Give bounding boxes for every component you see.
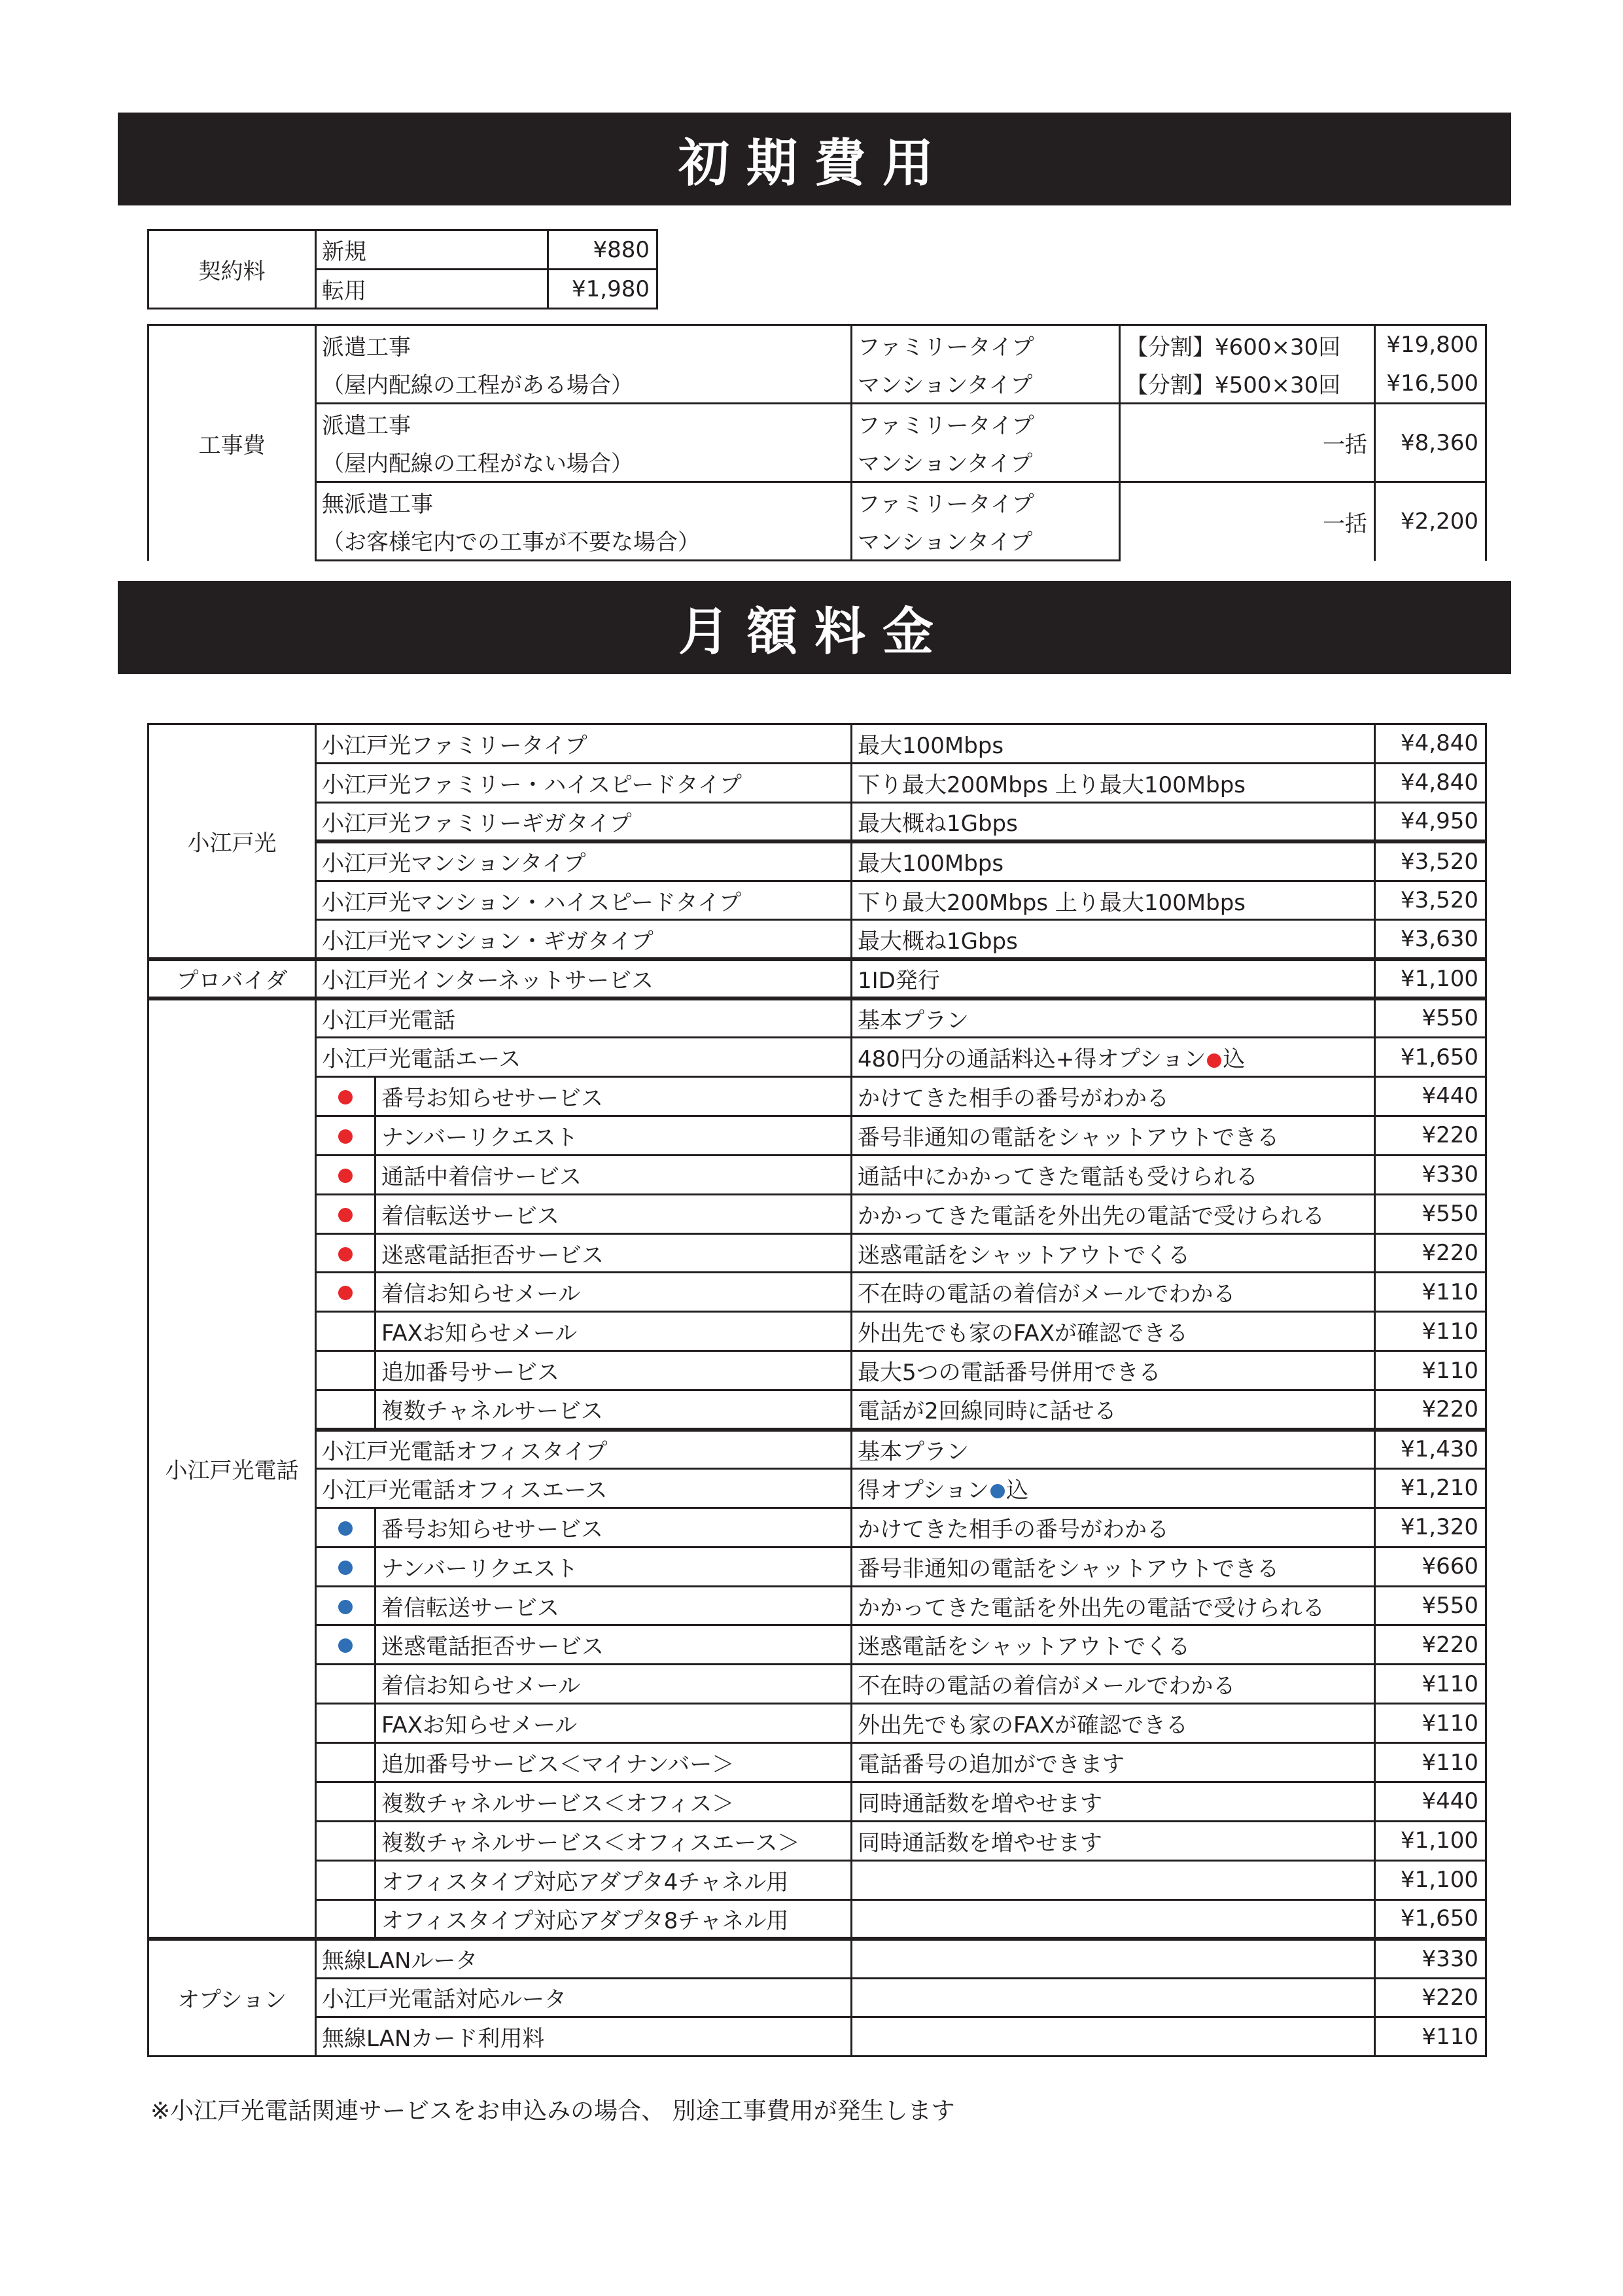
contract-row bbox=[148, 230, 657, 270]
plan-desc: 最大100Mbps bbox=[852, 724, 1375, 764]
red-dot-icon bbox=[338, 1208, 353, 1222]
option-name: FAXお知らせメール bbox=[375, 1312, 852, 1351]
plan-desc: 下り最大200Mbps 上り最大100Mbps bbox=[852, 763, 1375, 802]
construction-note: （お客様宅内での工事が不要な場合） bbox=[316, 521, 852, 561]
option-desc: 電話が2回線同時に話せる bbox=[852, 1390, 1375, 1430]
table-row bbox=[148, 1077, 1486, 1116]
option-name: 番号お知らせサービス bbox=[375, 1077, 852, 1116]
plan-price: ¥4,840 bbox=[1375, 724, 1486, 764]
footnote: ※小江戸光電話関連サービスをお申込みの場合、 別途工事費用が発生します bbox=[150, 2098, 955, 2125]
plan-price: ¥4,950 bbox=[1375, 802, 1486, 841]
plan-desc-suffix: 込 bbox=[1005, 1477, 1028, 1504]
table-row bbox=[148, 763, 1486, 802]
marker-cell bbox=[316, 1704, 375, 1743]
table-row bbox=[148, 1508, 1486, 1547]
monthly-fee-banner bbox=[118, 581, 1511, 674]
construction-type: ファミリータイプ bbox=[852, 404, 1120, 443]
option-desc: 迷惑電話をシャットアウトでくる bbox=[852, 1233, 1375, 1273]
construction-split: 【分割】¥600×30回 bbox=[1120, 325, 1375, 364]
marker-cell bbox=[316, 1233, 375, 1273]
marker-cell bbox=[316, 1665, 375, 1704]
plan-desc: 1ID発行 bbox=[852, 959, 1375, 998]
marker-cell bbox=[316, 1390, 375, 1430]
option-name: 通話中着信サービス bbox=[375, 1155, 852, 1194]
table-row bbox=[148, 1625, 1486, 1665]
plan-desc: 最大概ね1Gbps bbox=[852, 920, 1375, 959]
option-desc: 最大5つの電話番号併用できる bbox=[852, 1351, 1375, 1390]
table-row bbox=[148, 959, 1486, 998]
option-name: 着信転送サービス bbox=[375, 1586, 852, 1625]
option-price: ¥550 bbox=[1375, 1586, 1486, 1625]
construction-type: ファミリータイプ bbox=[852, 325, 1120, 364]
blue-dot-icon bbox=[338, 1561, 353, 1575]
table-row bbox=[148, 1273, 1486, 1312]
marker-cell bbox=[316, 1547, 375, 1586]
category-hikari: 小江戸光 bbox=[148, 724, 316, 959]
table-row bbox=[148, 2017, 1486, 2057]
option-name: 着信転送サービス bbox=[375, 1194, 852, 1233]
initial-cost-title: 初期費用 bbox=[678, 134, 951, 193]
construction-price: ¥19,800 bbox=[1375, 325, 1486, 364]
table-row bbox=[148, 1116, 1486, 1155]
table-row bbox=[148, 1430, 1486, 1469]
option-name: 着信お知らせメール bbox=[375, 1273, 852, 1312]
plan-price: ¥220 bbox=[1375, 1978, 1486, 2017]
construction-split: 一括 bbox=[1120, 482, 1375, 561]
construction-label: 工事費 bbox=[148, 325, 316, 561]
option-price: ¥660 bbox=[1375, 1547, 1486, 1586]
plan-desc-text: 480円分の通話料込+得オプション bbox=[858, 1046, 1206, 1073]
option-price: ¥110 bbox=[1375, 1743, 1486, 1782]
construction-type: マンションタイプ bbox=[852, 443, 1120, 482]
plan-desc bbox=[852, 2017, 1375, 2057]
marker-cell bbox=[316, 1508, 375, 1547]
red-dot-icon bbox=[338, 1247, 353, 1262]
plan-price: ¥1,100 bbox=[1375, 959, 1486, 998]
blue-dot-icon bbox=[338, 1638, 353, 1653]
table-row bbox=[148, 1821, 1486, 1860]
option-price: ¥110 bbox=[1375, 1273, 1486, 1312]
contract-price: ¥880 bbox=[548, 230, 657, 270]
option-desc bbox=[852, 1860, 1375, 1899]
marker-cell bbox=[316, 1155, 375, 1194]
construction-type: ファミリータイプ bbox=[852, 482, 1120, 521]
contract-fee-table bbox=[147, 229, 658, 309]
option-desc: かかってきた電話を外出先の電話で受けられる bbox=[852, 1586, 1375, 1625]
option-desc: 迷惑電話をシャットアウトでくる bbox=[852, 1625, 1375, 1665]
option-price: ¥220 bbox=[1375, 1625, 1486, 1665]
plan-desc bbox=[852, 1939, 1375, 1978]
option-price: ¥1,320 bbox=[1375, 1508, 1486, 1547]
option-desc: かかってきた電話を外出先の電話で受けられる bbox=[852, 1194, 1375, 1233]
plan-name: 小江戸光ファミリータイプ bbox=[316, 724, 852, 764]
category-provider: プロバイダ bbox=[148, 959, 316, 998]
option-name: 追加番号サービス＜マイナンバー＞ bbox=[375, 1743, 852, 1782]
option-name: オフィスタイプ対応アダプタ8チャネル用 bbox=[375, 1899, 852, 1939]
plan-name: 小江戸光電話 bbox=[316, 998, 852, 1038]
marker-cell bbox=[316, 1860, 375, 1899]
construction-name: 派遣工事 bbox=[316, 325, 852, 364]
option-price: ¥440 bbox=[1375, 1077, 1486, 1116]
option-desc: かけてきた相手の番号がわかる bbox=[852, 1508, 1375, 1547]
marker-cell bbox=[316, 1194, 375, 1233]
option-desc: 番号非通知の電話をシャットアウトできる bbox=[852, 1547, 1375, 1586]
option-name: ナンバーリクエスト bbox=[375, 1116, 852, 1155]
option-desc: 不在時の電話の着信がメールでわかる bbox=[852, 1665, 1375, 1704]
blue-dot-icon bbox=[338, 1600, 353, 1614]
option-name: 複数チャネルサービス＜オフィスエース＞ bbox=[375, 1821, 852, 1860]
plan-desc bbox=[852, 1468, 1375, 1508]
construction-split: 【分割】¥500×30回 bbox=[1120, 364, 1375, 404]
option-price: ¥440 bbox=[1375, 1782, 1486, 1822]
option-price: ¥1,650 bbox=[1375, 1899, 1486, 1939]
option-name: 迷惑電話拒否サービス bbox=[375, 1233, 852, 1273]
table-row bbox=[148, 1743, 1486, 1782]
option-name: 着信お知らせメール bbox=[375, 1665, 852, 1704]
plan-price: ¥1,650 bbox=[1375, 1038, 1486, 1077]
construction-price: ¥2,200 bbox=[1375, 482, 1486, 561]
table-row bbox=[148, 1665, 1486, 1704]
construction-note: （屋内配線の工程がある場合） bbox=[316, 364, 852, 404]
plan-name: 小江戸光電話オフィスエース bbox=[316, 1468, 852, 1508]
option-desc: 同時通話数を増やせます bbox=[852, 1782, 1375, 1822]
plan-price: ¥3,520 bbox=[1375, 881, 1486, 920]
table-row bbox=[148, 1899, 1486, 1939]
option-price: ¥1,100 bbox=[1375, 1860, 1486, 1899]
plan-desc: 下り最大200Mbps 上り最大100Mbps bbox=[852, 881, 1375, 920]
monthly-fee-title: 月額料金 bbox=[678, 603, 951, 662]
construction-name: 派遣工事 bbox=[316, 404, 852, 443]
option-desc: かけてきた相手の番号がわかる bbox=[852, 1077, 1375, 1116]
marker-cell bbox=[316, 1586, 375, 1625]
construction-row bbox=[148, 482, 1486, 521]
table-row bbox=[148, 1468, 1486, 1508]
option-desc: 通話中にかかってきた電話も受けられる bbox=[852, 1155, 1375, 1194]
construction-name: 無派遣工事 bbox=[316, 482, 852, 521]
plan-desc bbox=[852, 1978, 1375, 2017]
category-options: オプション bbox=[148, 1939, 316, 2057]
plan-price: ¥110 bbox=[1375, 2017, 1486, 2057]
plan-desc bbox=[852, 1038, 1375, 1077]
option-price: ¥110 bbox=[1375, 1665, 1486, 1704]
blue-dot-icon bbox=[338, 1521, 353, 1536]
table-row bbox=[148, 1390, 1486, 1430]
table-row bbox=[148, 881, 1486, 920]
plan-desc: 基本プラン bbox=[852, 998, 1375, 1038]
option-price: ¥220 bbox=[1375, 1116, 1486, 1155]
option-desc: 電話番号の追加ができます bbox=[852, 1743, 1375, 1782]
marker-cell bbox=[316, 1821, 375, 1860]
plan-price: ¥4,840 bbox=[1375, 763, 1486, 802]
option-desc bbox=[852, 1899, 1375, 1939]
option-desc: 不在時の電話の着信がメールでわかる bbox=[852, 1273, 1375, 1312]
plan-name: 小江戸光インターネットサービス bbox=[316, 959, 852, 998]
table-row bbox=[148, 920, 1486, 959]
construction-type: マンションタイプ bbox=[852, 521, 1120, 561]
plan-price: ¥3,520 bbox=[1375, 841, 1486, 881]
option-desc: 番号非通知の電話をシャットアウトできる bbox=[852, 1116, 1375, 1155]
construction-row bbox=[148, 364, 1486, 404]
construction-price: ¥8,360 bbox=[1375, 404, 1486, 482]
plan-price: ¥550 bbox=[1375, 998, 1486, 1038]
monthly-fee-table bbox=[147, 723, 1487, 2057]
construction-split: 一括 bbox=[1120, 404, 1375, 482]
plan-name: 小江戸光マンション・ハイスピードタイプ bbox=[316, 881, 852, 920]
marker-cell bbox=[316, 1273, 375, 1312]
initial-cost-banner bbox=[118, 113, 1511, 205]
construction-fee-table bbox=[147, 324, 1487, 561]
option-name: オフィスタイプ対応アダプタ4チャネル用 bbox=[375, 1860, 852, 1899]
plan-name: 小江戸光ファミリーギガタイプ bbox=[316, 802, 852, 841]
option-desc: 同時通話数を増やせます bbox=[852, 1821, 1375, 1860]
table-row bbox=[148, 724, 1486, 764]
option-price: ¥550 bbox=[1375, 1194, 1486, 1233]
option-price: ¥1,100 bbox=[1375, 1821, 1486, 1860]
table-row bbox=[148, 1704, 1486, 1743]
plan-price: ¥1,210 bbox=[1375, 1468, 1486, 1508]
contract-name: 新規 bbox=[316, 230, 548, 270]
marker-cell bbox=[316, 1116, 375, 1155]
table-row bbox=[148, 802, 1486, 841]
plan-desc-text: 得オプション bbox=[858, 1477, 989, 1504]
plan-name: 小江戸光電話オフィスタイプ bbox=[316, 1430, 852, 1469]
contract-name: 転用 bbox=[316, 270, 548, 309]
marker-cell bbox=[316, 1782, 375, 1822]
construction-row bbox=[148, 325, 1486, 364]
construction-price: ¥16,500 bbox=[1375, 364, 1486, 404]
plan-price: ¥3,630 bbox=[1375, 920, 1486, 959]
table-row bbox=[148, 1782, 1486, 1822]
plan-desc: 最大100Mbps bbox=[852, 841, 1375, 881]
plan-name: 小江戸光電話対応ルータ bbox=[316, 1978, 852, 2017]
table-row bbox=[148, 1351, 1486, 1390]
construction-type: マンションタイプ bbox=[852, 364, 1120, 404]
table-row bbox=[148, 1586, 1486, 1625]
table-row bbox=[148, 1194, 1486, 1233]
table-row bbox=[148, 1155, 1486, 1194]
plan-name: 無線LANカード利用料 bbox=[316, 2017, 852, 2057]
plan-desc: 基本プラン bbox=[852, 1430, 1375, 1469]
plan-name: 小江戸光マンション・ギガタイプ bbox=[316, 920, 852, 959]
plan-price: ¥330 bbox=[1375, 1939, 1486, 1978]
marker-cell bbox=[316, 1625, 375, 1665]
plan-price: ¥1,430 bbox=[1375, 1430, 1486, 1469]
option-name: 番号お知らせサービス bbox=[375, 1508, 852, 1547]
option-price: ¥110 bbox=[1375, 1704, 1486, 1743]
marker-cell bbox=[316, 1743, 375, 1782]
red-dot-icon bbox=[338, 1169, 353, 1183]
table-row bbox=[148, 1312, 1486, 1351]
table-row bbox=[148, 1038, 1486, 1077]
plan-desc-suffix: 込 bbox=[1223, 1046, 1246, 1073]
option-price: ¥220 bbox=[1375, 1390, 1486, 1430]
option-price: ¥220 bbox=[1375, 1233, 1486, 1273]
option-price: ¥110 bbox=[1375, 1351, 1486, 1390]
construction-row bbox=[148, 404, 1486, 443]
table-row bbox=[148, 841, 1486, 881]
plan-desc: 最大概ね1Gbps bbox=[852, 802, 1375, 841]
option-name: 複数チャネルサービス＜オフィス＞ bbox=[375, 1782, 852, 1822]
construction-note: （屋内配線の工程がない場合） bbox=[316, 443, 852, 482]
option-price: ¥330 bbox=[1375, 1155, 1486, 1194]
table-row bbox=[148, 1233, 1486, 1273]
plan-name: 小江戸光電話エース bbox=[316, 1038, 852, 1077]
option-name: 複数チャネルサービス bbox=[375, 1390, 852, 1430]
marker-cell bbox=[316, 1351, 375, 1390]
table-row bbox=[148, 1860, 1486, 1899]
option-desc: 外出先でも家のFAXが確認できる bbox=[852, 1312, 1375, 1351]
contract-price: ¥1,980 bbox=[548, 270, 657, 309]
option-name: ナンバーリクエスト bbox=[375, 1547, 852, 1586]
table-row bbox=[148, 1939, 1486, 1978]
marker-cell bbox=[316, 1899, 375, 1939]
red-dot-icon bbox=[1207, 1053, 1221, 1068]
table-row bbox=[148, 1978, 1486, 2017]
contract-label: 契約料 bbox=[148, 230, 316, 309]
option-name: FAXお知らせメール bbox=[375, 1704, 852, 1743]
plan-name: 小江戸光マンションタイプ bbox=[316, 841, 852, 881]
option-desc: 外出先でも家のFAXが確認できる bbox=[852, 1704, 1375, 1743]
marker-cell bbox=[316, 1077, 375, 1116]
plan-name: 無線LANルータ bbox=[316, 1939, 852, 1978]
blue-dot-icon bbox=[990, 1484, 1005, 1498]
red-dot-icon bbox=[338, 1090, 353, 1104]
table-row bbox=[148, 1547, 1486, 1586]
option-name: 追加番号サービス bbox=[375, 1351, 852, 1390]
option-name: 迷惑電話拒否サービス bbox=[375, 1625, 852, 1665]
red-dot-icon bbox=[338, 1286, 353, 1300]
option-price: ¥110 bbox=[1375, 1312, 1486, 1351]
plan-name: 小江戸光ファミリー・ハイスピードタイプ bbox=[316, 763, 852, 802]
category-phone: 小江戸光電話 bbox=[148, 998, 316, 1939]
red-dot-icon bbox=[338, 1129, 353, 1144]
table-row bbox=[148, 998, 1486, 1038]
marker-cell bbox=[316, 1312, 375, 1351]
